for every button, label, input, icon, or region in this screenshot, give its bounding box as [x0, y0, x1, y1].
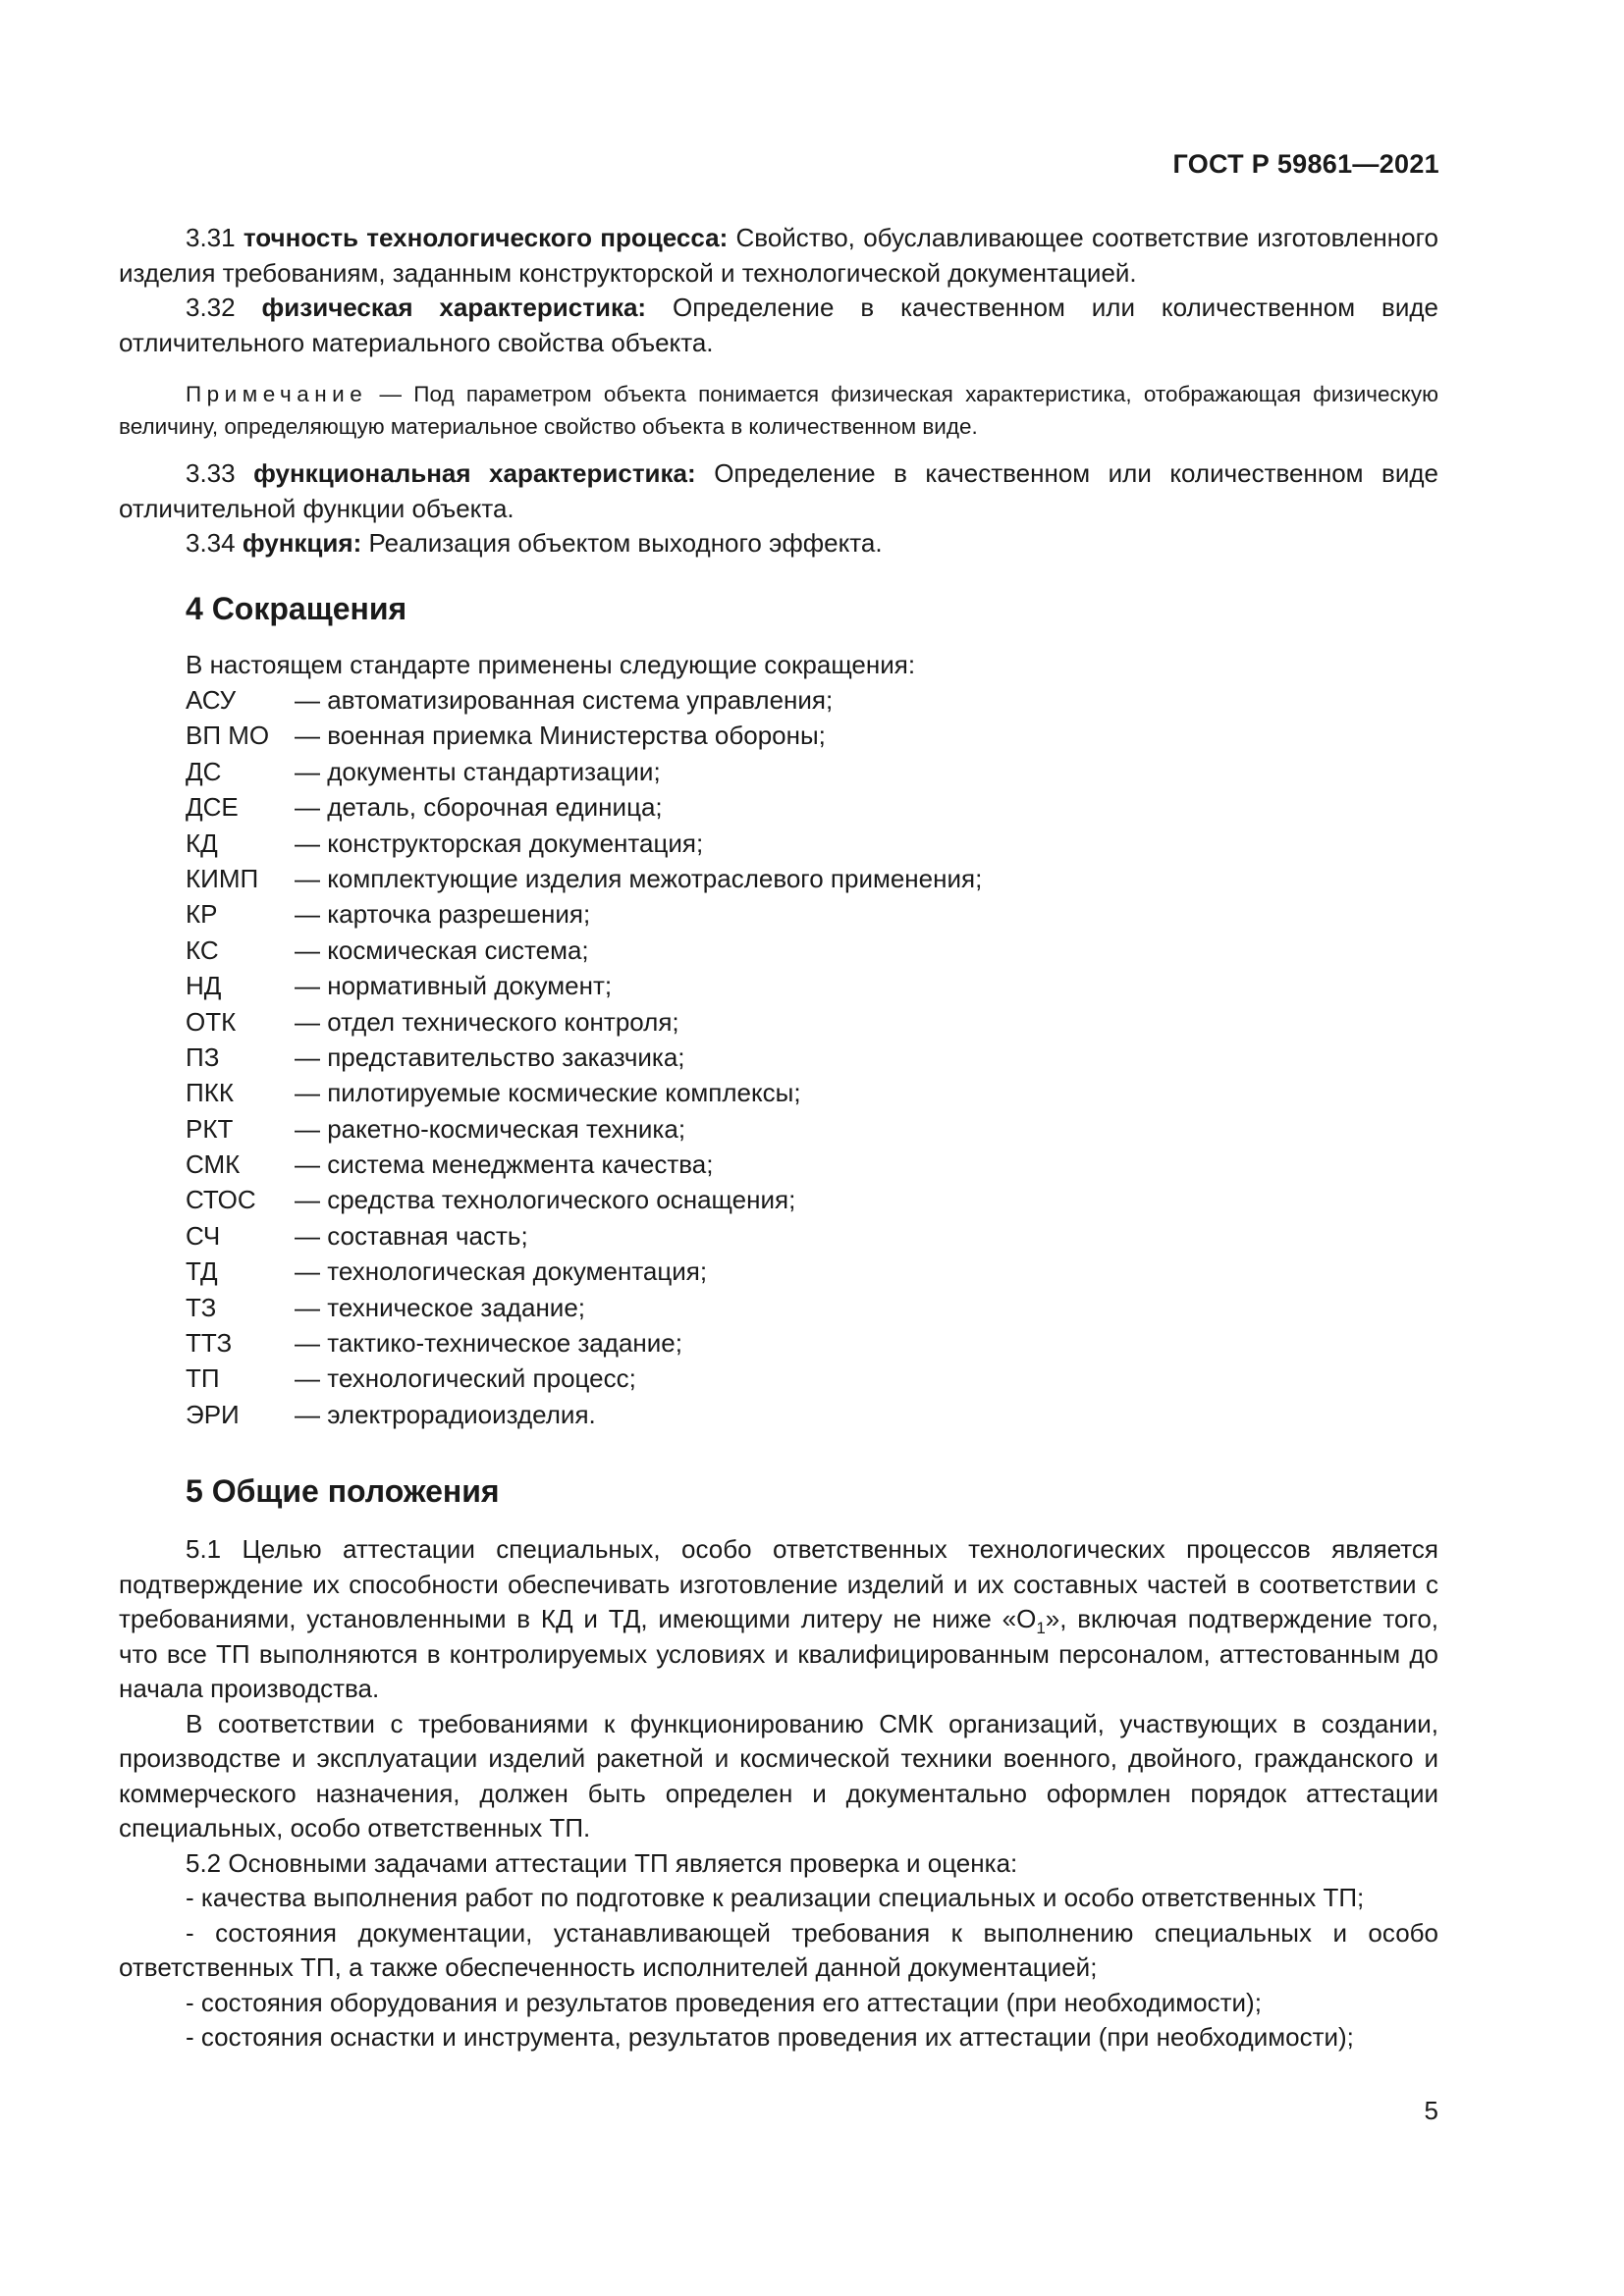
abbreviation-definition: — космическая система; [295, 934, 589, 965]
note [119, 378, 1438, 443]
abbreviation-row [119, 1004, 1438, 1040]
abbreviation-definition: — документы стандартизации; [295, 756, 661, 786]
abbreviation-row [119, 1361, 1438, 1396]
page-content [119, 221, 1438, 2056]
abbreviation-definition: — военная приемка Министерства обороны; [295, 721, 826, 751]
abbreviation-row [119, 1325, 1438, 1361]
abbreviation-code: КД [186, 828, 218, 858]
abbreviation-code: КС [186, 934, 219, 965]
paragraph-5-1-continued: В соответствии с требованиями к функционированию СМК организаций, участвующих в создании, производстве и эксплуатации изделий ракетной и космической техники военного, двойного, гражданского и коммерческого назначения, должен быть определен и документально оформлен порядок аттестации специальных, особо ответственных ТП. [119, 1708, 1438, 1843]
abbreviation-definition: — деталь, сборочная единица; [295, 792, 663, 823]
abbreviation-row [119, 933, 1438, 968]
section-5-heading: 5 Общие положения [186, 1473, 500, 1510]
term-definition: Реализация объектом выходного эффекта. [368, 528, 883, 558]
abbreviation-definition: — отдел технического контроля; [295, 1006, 679, 1037]
abbreviation-definition: — нормативный документ; [295, 971, 613, 1001]
term-name: функция: [242, 528, 362, 558]
abbreviation-definition: — автоматизированная система управления; [295, 685, 834, 715]
abbreviation-row [119, 682, 1438, 718]
abbreviation-code: АСУ [186, 685, 237, 715]
abbreviation-row [119, 1147, 1438, 1182]
term-number: 3.32 [186, 293, 236, 322]
list-item: - состояния оснастки и инструмента, результатов проведения их аттестации (при необходимости); [186, 2022, 1354, 2053]
term-number: 3.31 [186, 223, 236, 252]
list-item: - состояния документации, устанавливающей требования к выполнению специальных и особо ответственных ТП, а также обеспеченность исполнителей данной документацией; [119, 1917, 1438, 1983]
paragraph-5-2: 5.2 Основными задачами аттестации ТП является проверка и оценка: [186, 1847, 1018, 1878]
abbreviation-definition: — система менеджмента качества; [295, 1149, 714, 1180]
abbreviations-list [119, 682, 1438, 1432]
list-item: - качества выполнения работ по подготовке к реализации специальных и особо ответственных ТП; [186, 1883, 1365, 1913]
paragraph-text: 5.1 Целью аттестации специальных, особо ответственных технологических процессов является подтверждение их способности обеспечивать изготовление изделий и их составных частей в соответствии с требованиями, установленными в КД и ТД, имеющими литеру не ниже «О [119, 1534, 1438, 1634]
abbreviation-definition: — комплектующие изделия межотраслевого применения; [295, 863, 983, 893]
abbreviation-code: ДС [186, 756, 222, 786]
term-name: физическая характеристика: [261, 293, 647, 322]
abbreviation-definition: — конструкторская документация; [295, 828, 704, 858]
abbreviation-code: СЧ [186, 1220, 221, 1251]
list-item: - состояния оборудования и результатов проведения его аттестации (при необходимости); [186, 1987, 1262, 2017]
term-name: функциональная характеристика: [253, 458, 696, 488]
abbreviation-row [119, 1290, 1438, 1325]
abbreviation-code: РКТ [186, 1113, 234, 1144]
abbreviation-code: ТТЗ [186, 1328, 233, 1359]
abbreviation-code: ПЗ [186, 1041, 220, 1072]
abbreviation-definition: — средства технологического оснащения; [295, 1185, 796, 1215]
abbreviation-code: ДСЕ [186, 792, 239, 823]
document-header: ГОСТ Р 59861—2021 [1172, 149, 1439, 179]
term-3-33 [119, 456, 1438, 526]
term-number: 3.33 [186, 458, 236, 488]
paragraph-5-1 [119, 1532, 1438, 1707]
abbreviation-row [119, 896, 1438, 932]
abbreviation-row [119, 1040, 1438, 1075]
abbreviation-code: ОТК [186, 1006, 237, 1037]
abbreviation-code: НД [186, 971, 222, 1001]
abbreviation-definition: — тактико-техническое задание; [295, 1328, 682, 1359]
term-3-34 [119, 526, 1438, 561]
abbreviation-row [119, 1218, 1438, 1254]
abbreviation-row [119, 754, 1438, 789]
abbreviation-code: КИМП [186, 863, 259, 893]
abbreviation-row [119, 1111, 1438, 1147]
term-definition: Определение в качественном или количественном виде отличительного материального свойства объекта. [119, 293, 1439, 357]
abbreviation-row [119, 1182, 1438, 1217]
abbreviation-code: СТОС [186, 1185, 256, 1215]
subscript: 1 [1036, 1619, 1046, 1638]
abbreviation-row [119, 1075, 1438, 1110]
abbreviation-code: ВП МО [186, 721, 270, 751]
term-definition: Свойство, обуславливающее соответствие изготовленного изделия требованиям, заданным конструкторской и технологической документацией. [119, 223, 1438, 288]
abbreviation-definition: — карточка разрешения; [295, 899, 591, 930]
abbreviation-definition: — техническое задание; [295, 1292, 586, 1322]
abbreviation-code: ТЗ [186, 1292, 217, 1322]
abbreviation-definition: — составная часть; [295, 1220, 528, 1251]
abbreviation-code: ТП [186, 1363, 220, 1394]
abbreviation-row [119, 789, 1438, 825]
abbreviation-row [119, 826, 1438, 861]
term-3-32 [119, 291, 1438, 360]
abbreviations-intro: В настоящем стандарте применены следующие сокращения: [186, 649, 916, 679]
abbreviation-code: ПКК [186, 1078, 234, 1108]
abbreviation-code: СМК [186, 1149, 241, 1180]
abbreviation-code: ЭРИ [186, 1399, 240, 1429]
abbreviation-row [119, 718, 1438, 753]
abbreviation-row [119, 1254, 1438, 1289]
abbreviation-definition: — технологический процесс; [295, 1363, 636, 1394]
section-4-heading: 4 Сокращения [186, 590, 407, 626]
note-text: — Под параметром объекта понимается физическая характеристика, отображающая физическую величину, определяющую материальное свойство объекта в количественном виде. [119, 382, 1438, 439]
paragraph-text: », включая подтверждение того, что все ТП выполняются в контролируемых условиях и квалифицированным персоналом, аттестованным до начала производства. [119, 1604, 1438, 1704]
abbreviation-definition: — технологическая документация; [295, 1256, 708, 1287]
abbreviation-definition: — представительство заказчика; [295, 1041, 685, 1072]
abbreviation-code: ТД [186, 1256, 218, 1287]
abbreviation-row [119, 861, 1438, 896]
term-name: точность технологического процесса: [243, 223, 729, 252]
abbreviation-row [119, 968, 1438, 1003]
abbreviation-definition: — электрорадиоизделия. [295, 1399, 596, 1429]
term-definition: Определение в качественном или количественном виде отличительной функции объекта. [119, 458, 1439, 523]
abbreviation-definition: — пилотируемые космические комплексы; [295, 1078, 801, 1108]
abbreviation-definition: — ракетно-космическая техника; [295, 1113, 686, 1144]
note-label: Примечание [186, 382, 368, 406]
page-number: 5 [1424, 2096, 1438, 2125]
abbreviation-code: КР [186, 899, 218, 930]
abbreviation-row [119, 1397, 1438, 1432]
term-3-31 [119, 221, 1438, 291]
term-number: 3.34 [186, 528, 236, 558]
